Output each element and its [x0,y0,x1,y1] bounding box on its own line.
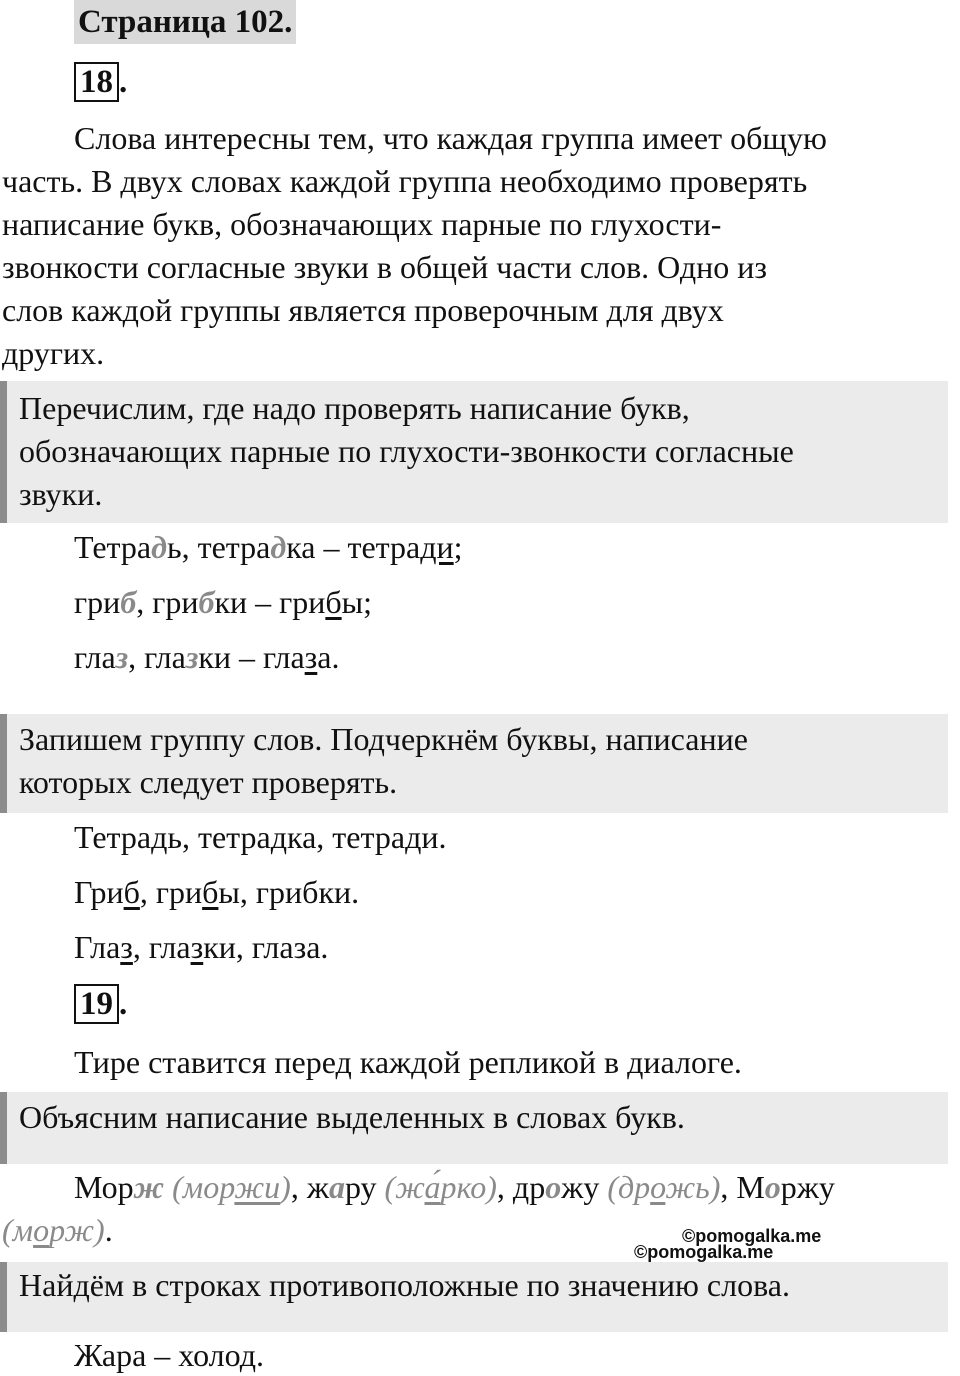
text-fragment: ; [453,529,463,565]
text-fragment: а [328,1169,345,1205]
text-fragment: (мор [164,1169,235,1205]
text-fragment: б [198,584,215,620]
text-fragment: Мор [74,1169,134,1205]
task-19-words-line-1 [74,1166,835,1208]
task-19-number: 19 . [74,986,127,1022]
text-fragment: ы; [341,584,373,620]
text-fragment: , гри [139,874,203,910]
text-fragment: ди [420,529,454,565]
hint-line: обозначающих парные по глухости-звонкости согласные [19,433,794,469]
task-18-hint-box-1 [0,381,948,523]
text-fragment: ка – тетра [286,529,421,565]
text-fragment: Тетра [74,529,152,565]
text-fragment: б [202,874,219,910]
task-19-answer: Жара – холод. [74,1337,264,1373]
text-fragment: ж [133,1169,165,1205]
text-fragment: ж [306,1169,329,1205]
text-fragment: , [290,1169,307,1205]
hint-line: Перечислим, где надо проверять написание букв, [19,390,690,426]
word-group-row [74,816,446,858]
text-fragment: з [120,929,133,965]
task-number-box: 18 [74,62,119,102]
text-fragment: М [736,1169,765,1205]
text-fragment: ки – гла [198,639,305,675]
text-fragment: . [104,1212,113,1248]
text-fragment: о [33,1212,50,1248]
intro-line: часть. В двух словах каждой группа необходимо проверять [2,163,808,199]
hint-line: звуки. [19,476,103,512]
intro-line: написание букв, обозначающих парные по глухости- [2,206,722,242]
text-fragment: , гла [128,639,186,675]
text-fragment: о [545,1169,562,1205]
text-fragment: , гри [136,584,199,620]
task-19-hint-box-2 [0,1262,948,1332]
intro-line: звонкости согласные звуки в общей части слов. Одно из [2,249,768,285]
text-fragment: д [270,529,287,565]
hint-line: Найдём в строках противоположные по значению слова. [19,1267,790,1303]
word-pair-row [74,581,372,623]
text-fragment: ка, тетради. [287,819,447,855]
hint-line: Запишем группу слов. Подчеркнём буквы, написание [19,721,748,757]
text-fragment: жу [561,1169,600,1205]
text-fragment: з [304,639,318,675]
text-fragment: Гри [74,874,124,910]
text-fragment: , [496,1169,513,1205]
text-fragment: о [650,1169,666,1205]
text-fragment: гри [74,584,121,620]
text-fragment: б [120,584,137,620]
text-fragment: з [115,639,129,675]
text-fragment: ки – гри [214,584,326,620]
text-fragment: рко) [440,1169,497,1205]
hint-line: Объясним написание выделенных в словах букв. [19,1099,685,1135]
watermark: ©pomogalka.me [682,1226,822,1246]
text-fragment: ки, глаза. [203,929,329,965]
text-fragment: д [270,819,288,855]
text-fragment: рж) [49,1212,105,1248]
task-19-words-line-2 [2,1209,113,1251]
text-fragment: ру [344,1169,377,1205]
text-fragment: а́ [424,1169,441,1205]
task-18-hint-box-2 [0,714,948,813]
text-fragment: ь, тетра [166,529,271,565]
text-fragment: д [151,529,167,565]
text-fragment: о [764,1169,781,1205]
hint-line: которых следует проверять. [19,764,398,800]
text-fragment: д [151,819,168,855]
text-fragment: з [185,639,199,675]
task-number-box: 19 [74,984,119,1024]
word-group-row [74,871,359,913]
task-18-number: 18 . [74,64,127,100]
text-fragment: Гла [74,929,121,965]
text-fragment: (др [599,1169,651,1205]
task-19-hint-box-1 [0,1092,948,1164]
text-fragment: жь) [665,1169,721,1205]
word-pair-row [74,636,340,678]
text-fragment: а. [317,639,340,675]
task-19-text: Тире ставится перед каждой репликой в диалоге. [74,1044,742,1080]
watermark: ©pomogalka.me [634,1242,774,1262]
intro-line: Слова интересны тем, что каждая группа имеет общую [74,120,827,156]
text-fragment: (ж [376,1169,425,1205]
text-fragment: ь, тетра [167,819,271,855]
word-pair-row [74,526,463,568]
page-title: Страница 102. [74,0,296,44]
word-group-row [74,926,328,968]
text-fragment: жи [234,1169,281,1205]
text-fragment: , [720,1169,737,1205]
intro-line: слов каждой группы является проверочным для двух [2,292,724,328]
text-fragment: з [190,929,204,965]
text-fragment: б [123,874,140,910]
text-fragment: ) [280,1169,291,1205]
text-fragment: Тетра [74,819,152,855]
intro-line: других. [2,335,105,371]
text-fragment: ржу [780,1169,835,1205]
text-fragment: др [512,1169,546,1205]
text-fragment: (м [2,1212,34,1248]
text-fragment: б [325,584,342,620]
text-fragment: гла [74,639,116,675]
text-fragment: , гла [132,929,191,965]
text-fragment: ы, грибки. [218,874,360,910]
